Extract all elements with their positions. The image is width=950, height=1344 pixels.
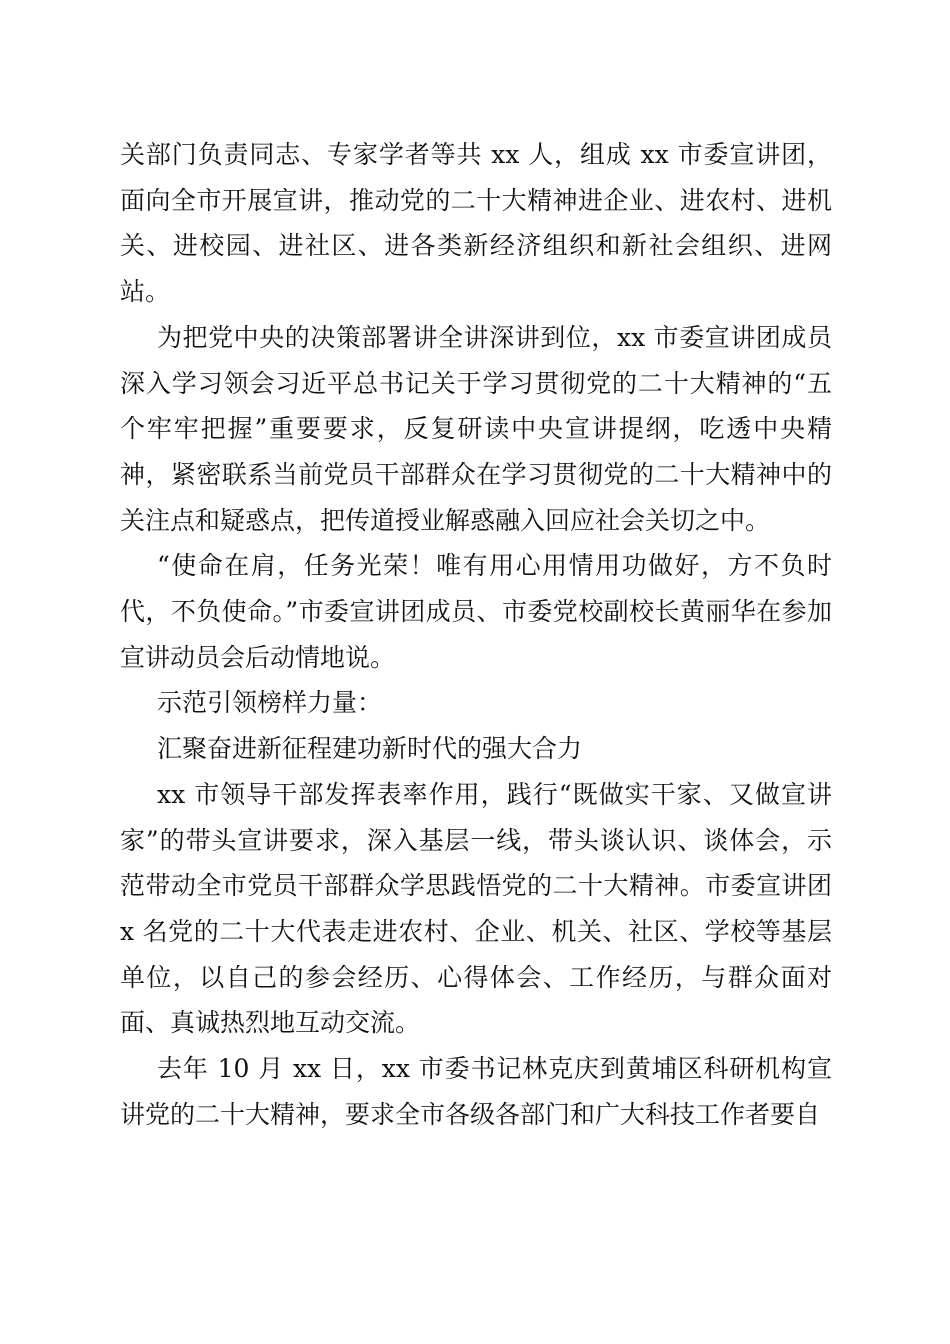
section-heading-line-1: 示范引领榜样力量：: [157, 688, 383, 718]
paragraph-leaders: xx 市领导干部发挥表率作用，践行“既做实干家、又做宣讲家”的带头宣讲要求，深入基层一线，带头谈认识、谈体会，示范带动全市党员干部群众学思践悟党的二十大精神。市委宣讲团 x 名党的二十大代表走进农村、企业、机关、社区、学校等基层单位，以自己的参会经历、心得体会、工作经历，与群众面对面、真诚热烈地互动交流。: [120, 779, 832, 1038]
paragraph-quote: “使命在肩，任务光荣！唯有用心用情用功做好，方不负时代，不负使命。”市委宣讲团成员、市委党校副校长黄丽华在参加宣讲动员会后动情地说。: [120, 551, 832, 672]
document-body: [120, 132, 832, 1137]
paragraph-policy-study: 为把党中央的决策部署讲全讲深讲到位，xx 市委宣讲团成员深入学习领会习近平总书记关于学习贯彻党的二十大精神的“五个牢牢把握”重要要求，反复研读中央宣讲提纲，吃透中央精神，紧密联系当前党员干部群众在学习贯彻党的二十大精神中的关注点和疑惑点，把传道授业解惑融入回应社会关切之中。: [120, 322, 832, 535]
paragraph-continuation: 关部门负责同志、专家学者等共 xx 人，组成 xx 市委宣讲团，面向全市开展宣讲，推动党的二十大精神进企业、进农村、进机关、进校园、进社区、进各类新经济组织和新社会组织、进网站。: [120, 140, 832, 307]
section-heading-line-2: 汇聚奋进新征程建功新时代的强大合力: [157, 734, 583, 764]
paragraph-october-event: 去年 10 月 xx 日，xx 市委书记林克庆到黄埔区科研机构宣讲党的二十大精神，要求全市各级各部门和广大科技工作者要自: [120, 1054, 832, 1129]
